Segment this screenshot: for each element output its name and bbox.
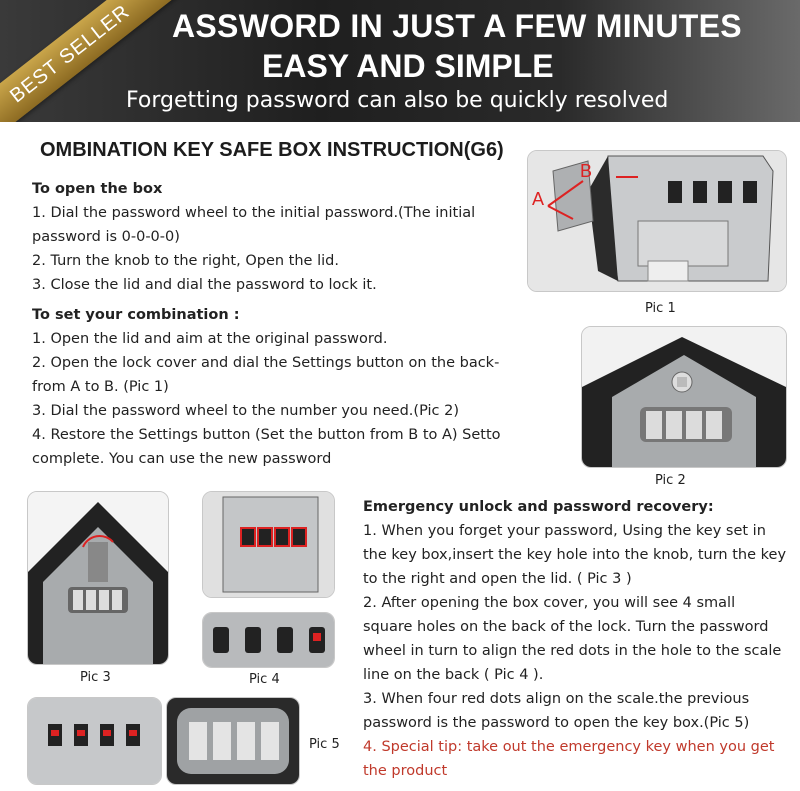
emergency-heading: Emergency unlock and password recovery: [363, 499, 714, 515]
open-box-heading: To open the box [32, 181, 163, 197]
pic2-image [581, 326, 787, 468]
set-combination-step: 4. Restore the Settings button (Set the button from B to A) Setto complete. You can use the new password [32, 427, 501, 467]
lock-back-illustration [528, 151, 786, 291]
banner-tagline: Forgetting password can also be quickly resolved [126, 88, 669, 113]
emergency-step: 1. When you forget your password, Using the key set in the key box,insert the key hole into the knob, turn the key to the right and open the lid. ( Pic 3 ) [363, 523, 787, 587]
red-dots-aligned-illustration [28, 698, 161, 784]
label-a: A [532, 189, 545, 209]
lock-back-red-holes-illustration [203, 492, 334, 597]
emergency-step: 3. When four red dots align on the scale.the previous password is the password to open the key box.(Pic 5) [363, 691, 750, 731]
emergency-step: 2. After opening the box cover, you will see 4 small square holes on the back of the lock. Turn the password wheel in turn to align the red dots in the hole to the scale line on the back ( Pic 4 ). [363, 595, 782, 683]
pic1-image [527, 150, 787, 292]
set-combination-heading: To set your combination : [32, 307, 240, 323]
pic3-caption: Pic 3 [80, 670, 111, 685]
pic5-right-image [166, 697, 300, 785]
header-banner [0, 0, 800, 122]
open-box-step: 2. Turn the knob to the right, Open the lid. [32, 253, 339, 269]
banner-headline: ASSWORD IN JUST A FEW MINUTES [172, 8, 742, 44]
dial-numbers-illustration [167, 698, 299, 784]
pic4-bottom-image [202, 612, 335, 668]
best-seller-label: BEST SELLER [6, 0, 134, 108]
instruction-title: OMBINATION KEY SAFE BOX INSTRUCTION(G6) [40, 139, 504, 161]
set-combination-step: 3. Dial the password wheel to the number you need.(Pic 2) [32, 403, 459, 419]
pic4-top-image [202, 491, 335, 598]
keypad-front-illustration [582, 327, 786, 467]
set-combination-step: 2. Open the lock cover and dial the Settings button on the back- from A to B. (Pic 1) [32, 355, 500, 395]
pic3-image [27, 491, 169, 665]
banner-subheadline: EASY AND SIMPLE [262, 48, 554, 84]
label-b: B [580, 161, 593, 181]
key-insert-illustration [28, 492, 168, 664]
set-combination-step: 1. Open the lid and aim at the original password. [32, 331, 388, 347]
open-box-step: 1. Dial the password wheel to the initial password.(The initial password is 0-0-0-0) [32, 205, 476, 245]
pic5-caption: Pic 5 [309, 737, 340, 752]
pic1-caption: Pic 1 [645, 301, 676, 316]
pic4-caption: Pic 4 [249, 672, 280, 687]
pic5-left-image [27, 697, 162, 785]
special-tip: 4. Special tip: take out the emergency key when you get the product [363, 739, 775, 779]
instructions-emergency [363, 495, 788, 783]
pic2-caption: Pic 2 [655, 473, 686, 488]
open-box-step: 3. Close the lid and dial the password to lock it. [32, 277, 377, 293]
instructions-left [32, 177, 507, 471]
wheel-holes-closeup-illustration [203, 613, 334, 667]
